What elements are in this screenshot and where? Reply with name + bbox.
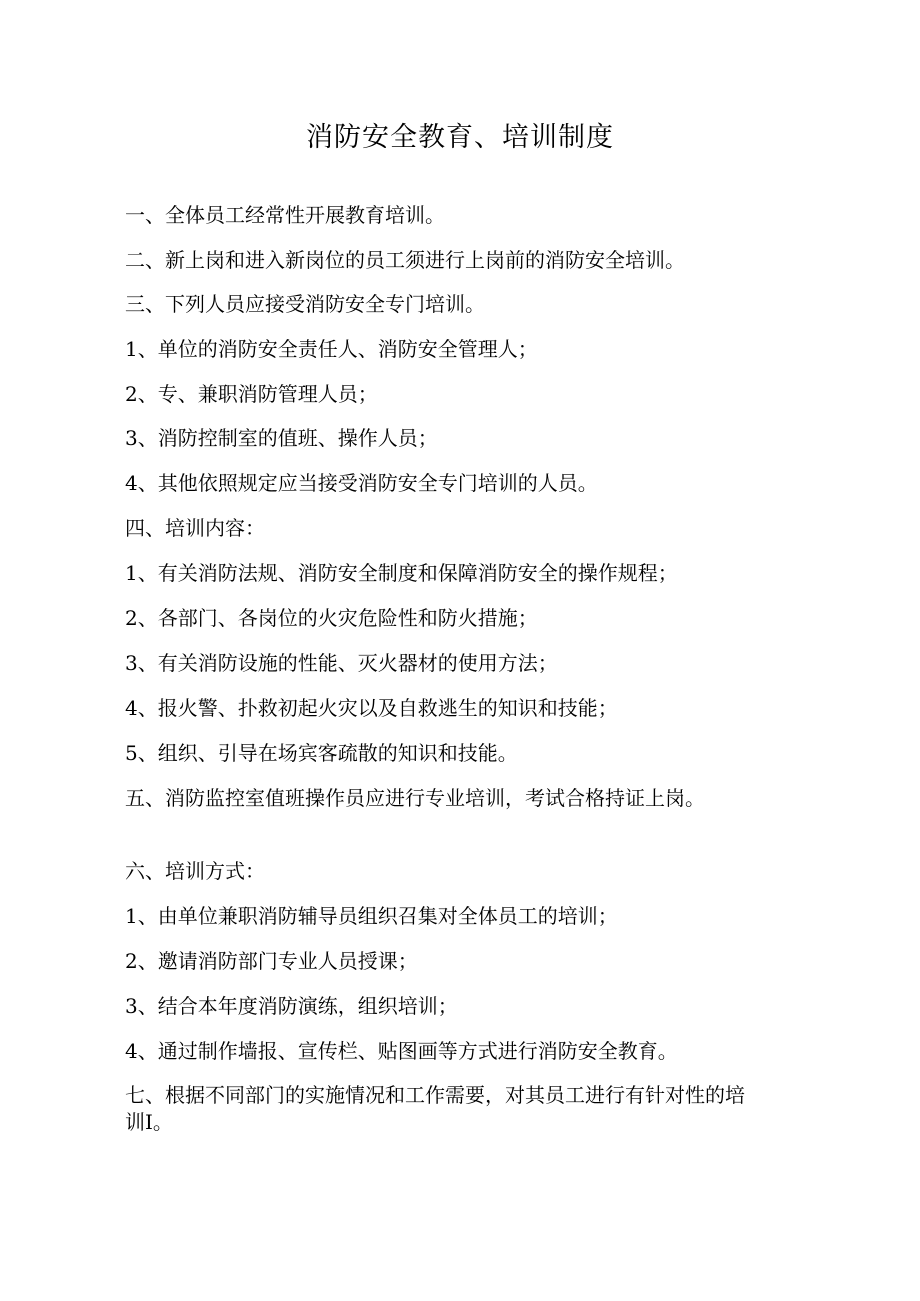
paragraph-2: 二、新上岗和进入新岗位的员工须进行上岗前的消防安全培训。: [125, 248, 685, 272]
paragraph-6: 3、消防控制室的值班、操作人员；: [125, 426, 438, 450]
paragraph-7: 4、其他依照规定应当接受消防安全专门培训的人员。: [125, 471, 598, 495]
paragraph-1: 一、全体员工经常性开展教育培训。: [125, 203, 445, 227]
paragraph-16: 1、由单位兼职消防辅导员组织召集对全体员工的培训；: [125, 904, 618, 928]
paragraph-20: 七、根据不同部门的实施情况和工作需要，对其员工进行有针对性的培训I。: [125, 1083, 745, 1134]
document-title: 消防安全教育、培训制度: [306, 122, 614, 153]
paragraph-12: 4、报火警、扑救初起火灾以及自救逃生的知识和技能；: [125, 696, 618, 720]
paragraph-8: 四、培训内容：: [125, 516, 265, 540]
paragraph-19: 4、通过制作墙报、宣传栏、贴图画等方式进行消防安全教育。: [125, 1039, 678, 1063]
paragraph-9: 1、有关消防法规、消防安全制度和保障消防安全的操作规程；: [125, 561, 678, 585]
paragraph-14: 五、消防监控室值班操作员应进行专业培训，考试合格持证上岗。: [125, 786, 705, 810]
paragraph-5: 2、专、兼职消防管理人员；: [125, 382, 378, 406]
paragraph-3: 三、下列人员应接受消防安全专门培训。: [125, 292, 485, 316]
paragraph-11: 3、有关消防设施的性能、灭火器材的使用方法；: [125, 651, 558, 675]
paragraph-17: 2、邀请消防部门专业人员授课；: [125, 949, 418, 973]
paragraph-13: 5、组织、引导在场宾客疏散的知识和技能。: [125, 741, 518, 765]
paragraph-4: 1、单位的消防安全责任人、消防安全管理人；: [125, 337, 538, 361]
paragraph-18: 3、结合本年度消防演练，组织培训；: [125, 994, 458, 1018]
paragraph-15: 六、培训方式：: [125, 859, 265, 883]
paragraph-10: 2、各部门、各岗位的火灾危险性和防火措施；: [125, 606, 538, 630]
